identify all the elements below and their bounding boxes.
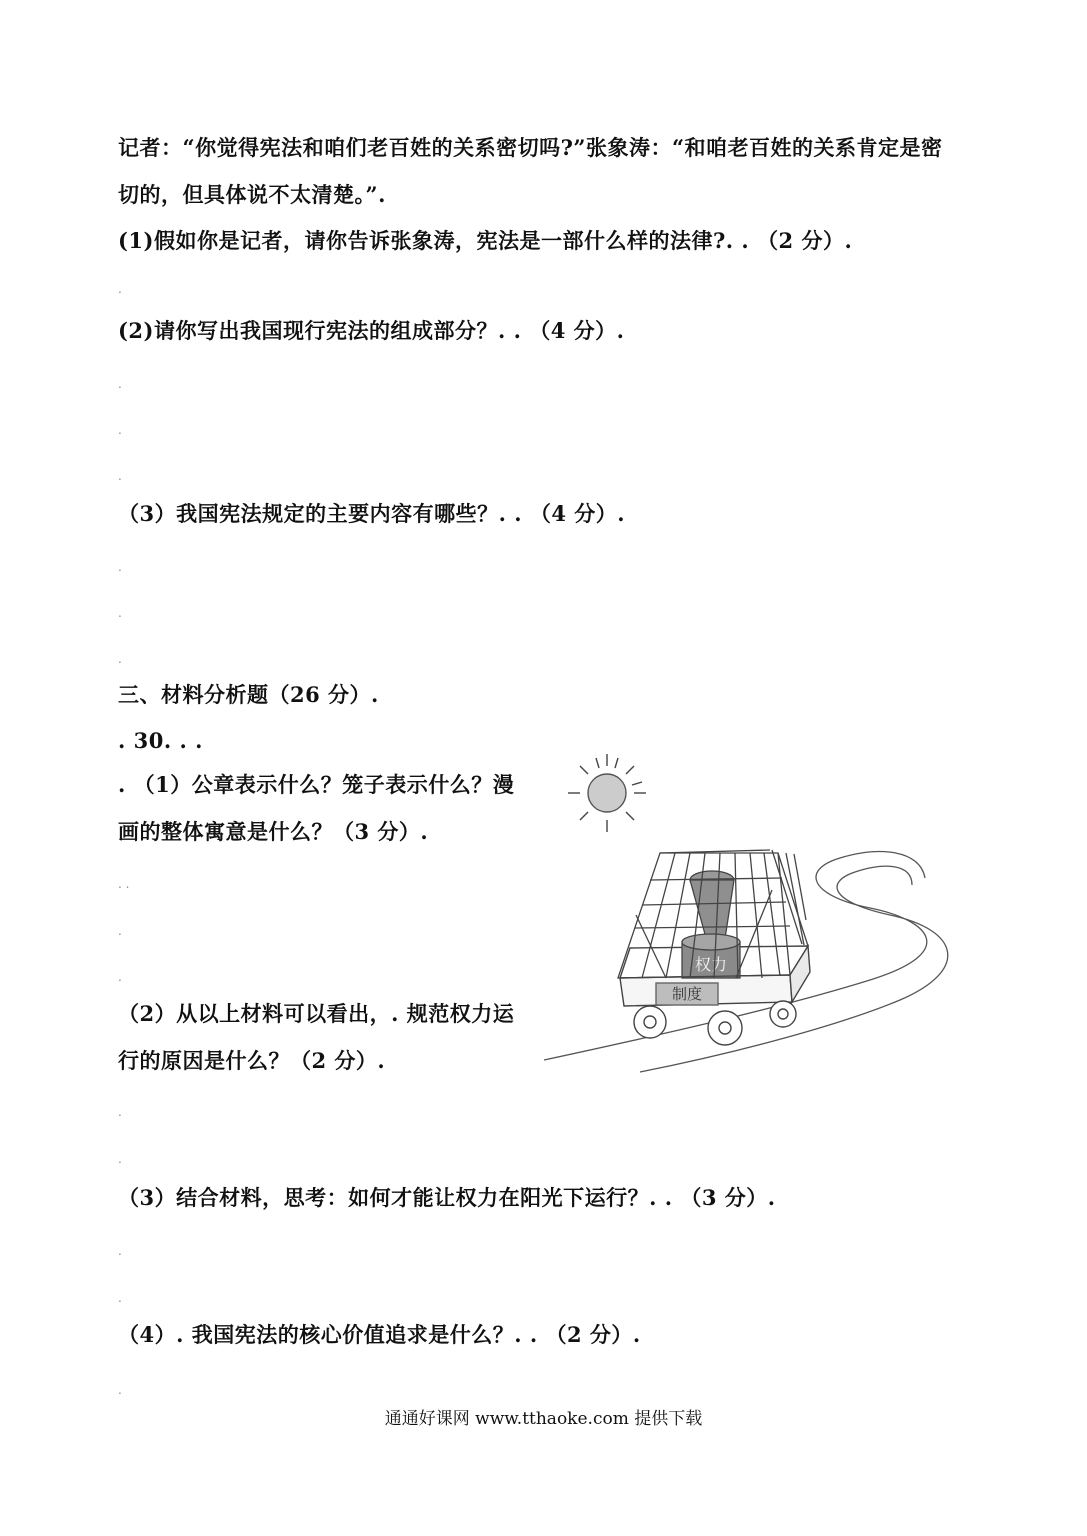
answer-blank: . bbox=[118, 1383, 122, 1397]
seal-label: 权力 bbox=[694, 955, 728, 974]
sun-icon bbox=[568, 754, 646, 832]
answer-blank: . bbox=[118, 652, 122, 666]
answer-blank: . bbox=[118, 423, 122, 437]
answer-blank: . bbox=[118, 560, 122, 574]
question-30-4: （4）. 我国宪法的核心价值追求是什么？. . （2 分）. bbox=[118, 1322, 641, 1347]
question-30-1-line2: 画的整体寓意是什么？（3 分）. bbox=[118, 819, 429, 844]
answer-blank: . bbox=[118, 377, 122, 391]
answer-blank: . bbox=[118, 970, 122, 984]
text-line-answer: 切的，但具体说不太清楚。”. bbox=[118, 182, 386, 207]
section-heading: 三、材料分析题（26 分）. bbox=[118, 682, 379, 707]
answer-blank: . bbox=[118, 1105, 122, 1119]
question-30-2-line2: 行的原因是什么？（2 分）. bbox=[118, 1048, 386, 1073]
question-30-1-line1: . （1）公章表示什么？笼子表示什么？漫 bbox=[118, 772, 515, 797]
question-number-30: . 30. . . bbox=[118, 728, 203, 753]
footer-source: 通通好课网 www.tthaoke.com 提供下载 bbox=[384, 1409, 703, 1429]
question-30-2-line1: （2）从以上材料可以看出，. 规范权力运 bbox=[118, 1001, 515, 1026]
question-30-3: （3）结合材料，思考：如何才能让权力在阳光下运行？. . （3 分）. bbox=[118, 1185, 776, 1210]
question-1: (1)假如你是记者，请你告诉张象涛，宪法是一部什么样的法律?. . （2 分）. bbox=[118, 228, 853, 253]
text-line-reporter-question: 记者：“你觉得宪法和咱们老百姓的关系密切吗?”张象涛：“和咱老百姓的关系肯定是密 bbox=[118, 135, 943, 160]
cart-label: 制度 bbox=[671, 985, 703, 1003]
question-3: （3）我国宪法规定的主要内容有哪些？. . （4 分）. bbox=[118, 501, 626, 526]
answer-blank: . bbox=[118, 1152, 122, 1166]
answer-blank: . bbox=[118, 606, 122, 620]
answer-blank: . bbox=[118, 282, 122, 296]
cartoon-illustration bbox=[540, 740, 960, 1080]
answer-blank: . bbox=[118, 469, 122, 483]
power-seal bbox=[682, 871, 740, 978]
answer-blank: . . bbox=[118, 877, 130, 891]
question-2: (2)请你写出我国现行宪法的组成部分？. . （4 分）. bbox=[118, 318, 625, 343]
answer-blank: . bbox=[118, 1291, 122, 1305]
answer-blank: . bbox=[118, 924, 122, 938]
answer-blank: . bbox=[118, 1244, 122, 1258]
